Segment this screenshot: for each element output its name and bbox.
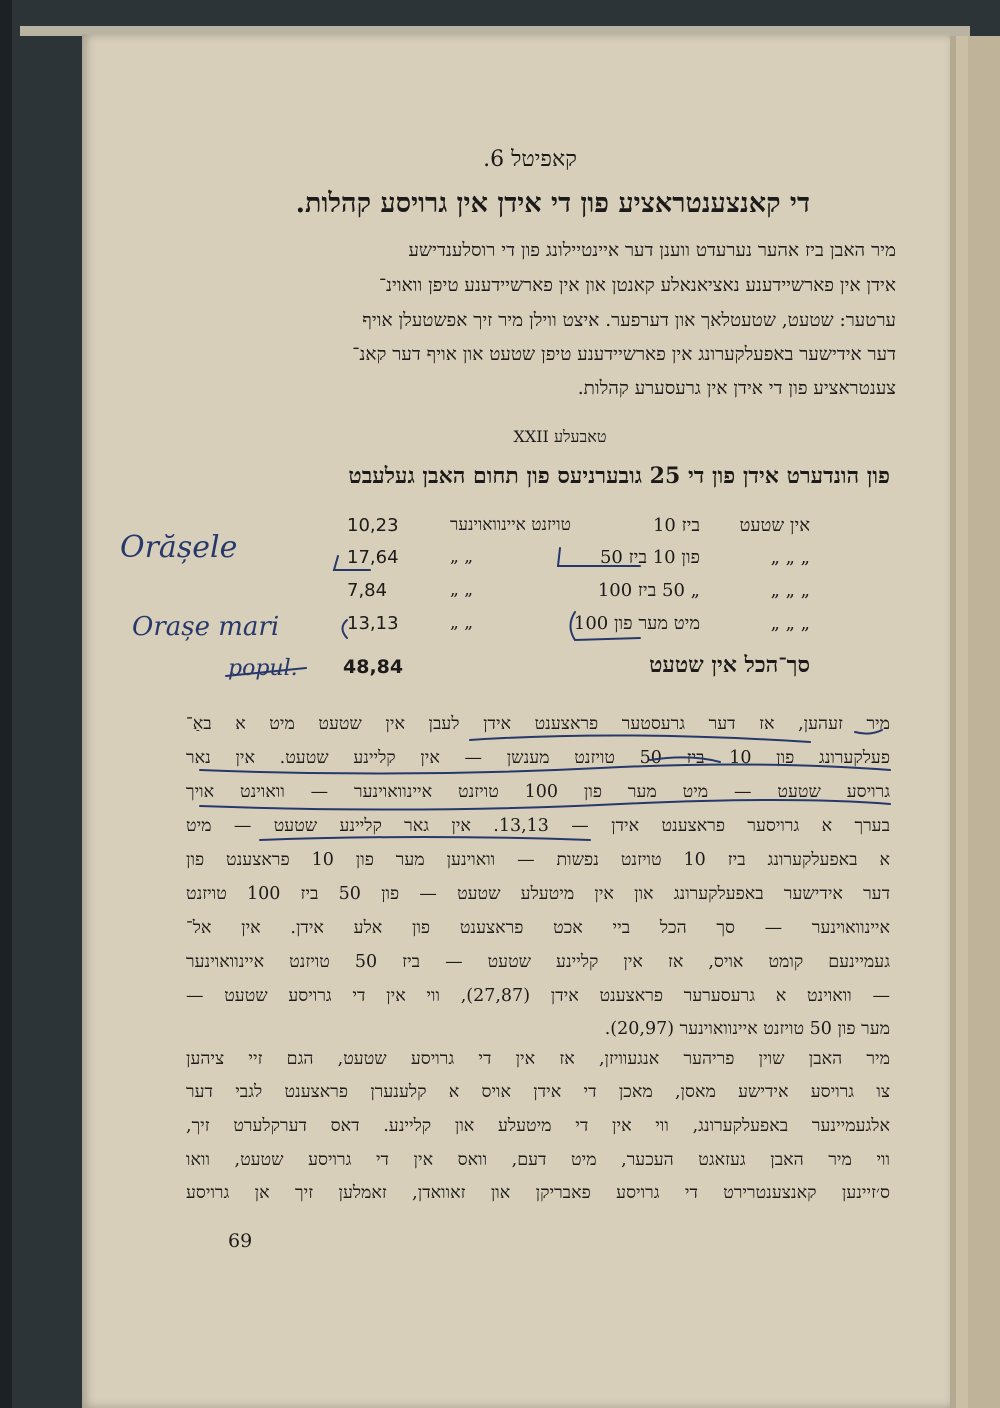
body-line: ס׳זיינען קאנצענטרירט די גרויסע פאבריקן און זאוואדן, זאמלען זיך אן גרויסע — [186, 1183, 890, 1203]
handwritten-note: Orășele — [120, 530, 238, 565]
body-line: א באפעלקערונג ביז 10 טויזנט נפשות — וואוינען מער פון 10 פראצענט פון — [186, 850, 890, 870]
row-range: ביז 10 — [652, 515, 700, 536]
body-line: מיר האבן שוין פריהער אנגעוויזן, אז אין די גרויסע שטעט, הגם זיי ציהען — [186, 1049, 890, 1069]
intro-line: דער אידישער באפעלקערונג אין פארשיידענע טיפן שטעט און אויף דער קאנ־ — [352, 344, 896, 365]
row-value: 13,13 — [347, 613, 399, 634]
table-row — [320, 547, 810, 579]
body-line: ווי מיר האבן געזאגט העכער, מיט דעם, וואס אין די גרויסע שטעט, וואו — [186, 1150, 890, 1170]
intro-line: ערטער: שטעט, שטעטלאך און דערפער. איצט ווילן מיר זיך אפשטעלן אויף — [362, 310, 896, 331]
row-value: 17,64 — [347, 547, 399, 568]
row-unit: „ „ — [450, 613, 474, 633]
body-line: גרויסע שטעט — מיט מער פון 100 טויזנט איינוואוינער — וואוינט אויך — [186, 782, 891, 802]
intro-line: אידן אין פארשיידענע נאציאנאלע קאנטן און אין פארשיידענע טיפן וואוינ־ — [378, 275, 896, 296]
book-binding — [0, 0, 12, 1408]
row-range: פון 10 ביז 50 — [599, 547, 700, 568]
row-unit: טויזנט איינוואוינער — [450, 515, 571, 535]
total-value: 48,84 — [343, 656, 404, 678]
total-label: סך־הכל אין שטעט — [649, 652, 810, 678]
table-row — [320, 613, 810, 645]
intro-line: צענטראציע פון די אידן אין גרעסערע קהלות. — [577, 378, 896, 399]
chapter-label: קאפיטל 6. — [483, 147, 577, 172]
body-line: צו גרויסע אידישע מאסן, מאכן די אידן אויס א קלענערן פראצענט לגבי דער — [186, 1082, 890, 1102]
handwritten-note: popul. — [228, 656, 298, 681]
row-value: 7,84 — [347, 580, 388, 601]
row-unit: „ „ — [450, 580, 474, 600]
body-line: אלגעמיינער באפעלקערונג, ווי אין די מיטעלע און קליינע. דאס דערקלערט זיך, — [186, 1116, 890, 1136]
table-row — [320, 515, 810, 547]
row-range: „ 50 ביז 100 — [597, 580, 700, 601]
body-line: בערך א גרויסער פראצענט אידן — 13,13. אין גאר קליינע שטעט — מיט — [186, 816, 891, 836]
body-line: מיר זעהען, אז דער גרעסטער פראצענט אידן לעבן אין שטעט מיט א באַ־ — [186, 714, 890, 734]
body-line: דער אידישער באפעלקערונג און אין מיטעלע שטעט — פון 50 ביז 100 טויזנט — [186, 884, 891, 904]
body-line: — וואוינט א גרעסערער פראצענט אידן (27,87), ווי אין די גרויסע שטעט — — [186, 986, 890, 1006]
table-row — [320, 580, 810, 612]
body-line: געמיינעם קומט אויס, אז אין קליינע שטעט — ביז 50 טויזנט איינוואוינער — [186, 952, 890, 972]
page-number: 69 — [228, 1230, 253, 1252]
body-line: איינוואוינער — סך הכל ביי אכט פראצענט פון אלע אידן. אין אל־ — [186, 918, 890, 938]
table-label: טאבעלע XXII — [513, 427, 607, 446]
row-label: „ „ „ — [770, 547, 810, 568]
intro-line: מיר האבן ביז אהער נערעדט ווענן דער איינטיילונג פון די רוסלענדישע — [408, 240, 896, 261]
body-line: מער פון 50 טויזנט איינוואוינער (20,97). — [604, 1019, 890, 1039]
row-label: „ „ „ — [770, 613, 810, 634]
body-line: פעלקערונג פון 10 ביז 50 טויזנט מענשן — אין קליינע שטעט. אין נאר — [186, 748, 890, 768]
handwritten-note: Orașe mari — [132, 612, 280, 642]
row-label: אין שטעט — [739, 515, 810, 536]
row-label: „ „ „ — [770, 580, 810, 601]
chapter-title: די קאנצענטראציע פון די אידן אין גרויסע קהלות. — [295, 188, 810, 219]
row-range: מיט מער פון 100 — [573, 613, 700, 634]
table-title: פון הונדערט אידן פון די 25 גובערניעס פון תחום האבן געלעבט — [348, 463, 890, 489]
row-unit: „ „ — [450, 547, 474, 567]
next-page-strip — [968, 36, 1000, 1408]
row-value: 10,23 — [347, 515, 399, 536]
